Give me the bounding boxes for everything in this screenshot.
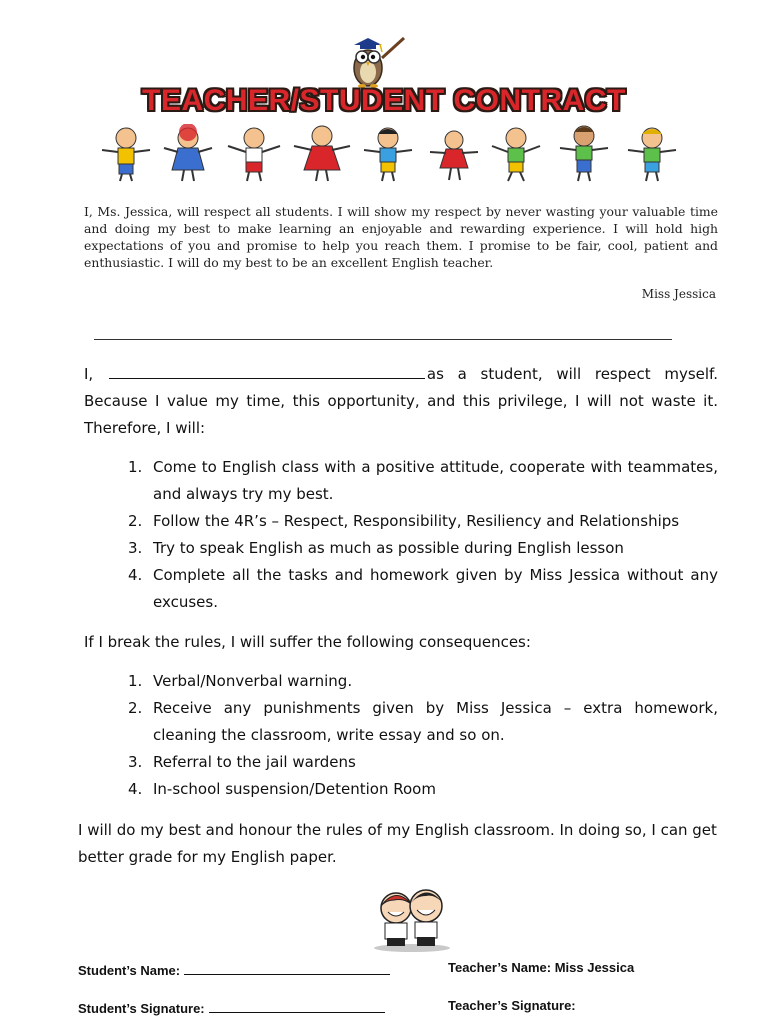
teacher-signature-text: Miss Jessica bbox=[641, 287, 716, 301]
list-item bbox=[128, 668, 718, 695]
contract-header bbox=[0, 0, 768, 190]
list-item-text: Referral to the jail wardens bbox=[153, 753, 356, 771]
list-item-number: 2. bbox=[128, 699, 143, 717]
list-item-text: Follow the 4R’s – Respect, Responsibility, Resiliency and Relationships bbox=[153, 512, 680, 530]
student-name-blank[interactable] bbox=[109, 362, 425, 379]
consequences-intro: If I break the rules, I will suffer the following consequences: bbox=[84, 633, 531, 651]
child-figure bbox=[364, 128, 412, 181]
list-item-number: 4. bbox=[128, 566, 143, 584]
owl-teacher-icon bbox=[338, 30, 408, 90]
list-item-number: 3. bbox=[128, 753, 143, 771]
teacher-pledge-paragraph: I, Ms. Jessica, will respect all students. I will show my respect by never wasting your valuable time and doing my best to make learning an enjoyable and rewarding experience. I will hold high expectations of you and promise to help you reach them. I promise to be fair, cool, patient and enthusiastic. I will do my best to be an excellent English teacher. bbox=[84, 204, 718, 270]
student-signature-field bbox=[78, 998, 385, 1016]
closing-paragraph: I will do my best and honour the rules of my English classroom. In doing so, I can get better grade for my English paper. bbox=[78, 821, 717, 866]
list-item bbox=[128, 749, 718, 776]
list-item-number: 2. bbox=[128, 512, 143, 530]
list-item bbox=[128, 535, 718, 562]
child-figure bbox=[294, 126, 350, 181]
list-item bbox=[128, 776, 718, 803]
child-figure bbox=[102, 128, 150, 181]
consequences-list bbox=[128, 668, 718, 803]
student-pledge-paragraph bbox=[84, 361, 718, 442]
child-figure bbox=[492, 128, 540, 181]
list-item-number: 3. bbox=[128, 539, 143, 557]
teacher-name-label: Teacher’s Name: Miss Jessica bbox=[448, 960, 635, 975]
list-item-text: In-school suspension/Detention Room bbox=[153, 780, 436, 798]
list-item-text: Complete all the tasks and homework given by Miss Jessica without any excuses. bbox=[153, 566, 718, 611]
list-item-text: Try to speak English as much as possible during English lesson bbox=[153, 539, 624, 557]
list-item-number: 4. bbox=[128, 780, 143, 798]
list-item bbox=[128, 562, 718, 616]
two-students-mascot-icon bbox=[368, 888, 456, 952]
student-pledge-prefix: I, bbox=[84, 365, 94, 383]
child-figure bbox=[430, 131, 478, 180]
student-name-field bbox=[78, 960, 390, 978]
list-item-number: 1. bbox=[128, 672, 143, 690]
child-figure bbox=[164, 124, 212, 181]
teacher-name-field bbox=[448, 960, 634, 975]
student-name-label: Student’s Name: bbox=[78, 963, 181, 978]
child-figure bbox=[560, 126, 608, 181]
student-name-line[interactable] bbox=[184, 960, 390, 975]
contract-title: TEACHER/STUDENT CONTRACT bbox=[142, 84, 626, 117]
child-figure bbox=[228, 128, 280, 181]
list-item bbox=[128, 454, 718, 508]
list-item-text: Verbal/Nonverbal warning. bbox=[153, 672, 353, 690]
student-pledge-text: as a student, will respect myself. Because I value my time, this opportunity, and this privilege, I will not waste it. Therefore, I will: bbox=[84, 365, 718, 437]
section-divider bbox=[94, 339, 672, 340]
teacher-signature-field bbox=[448, 998, 576, 1013]
teacher-signature-label: Teacher’s Signature: bbox=[448, 998, 576, 1013]
list-item-text: Receive any punishments given by Miss Jessica – extra homework, cleaning the classroom, write essay and so on. bbox=[153, 699, 718, 744]
children-row-illustration bbox=[96, 124, 688, 182]
student-signature-label: Student’s Signature: bbox=[78, 1001, 205, 1016]
commitments-list bbox=[128, 454, 718, 616]
list-item-number: 1. bbox=[128, 458, 143, 476]
list-item bbox=[128, 695, 718, 749]
list-item bbox=[128, 508, 718, 535]
child-figure bbox=[628, 128, 676, 181]
student-signature-line[interactable] bbox=[209, 998, 385, 1013]
list-item-text: Come to English class with a positive attitude, cooperate with teammates, and always try my best. bbox=[153, 458, 718, 503]
